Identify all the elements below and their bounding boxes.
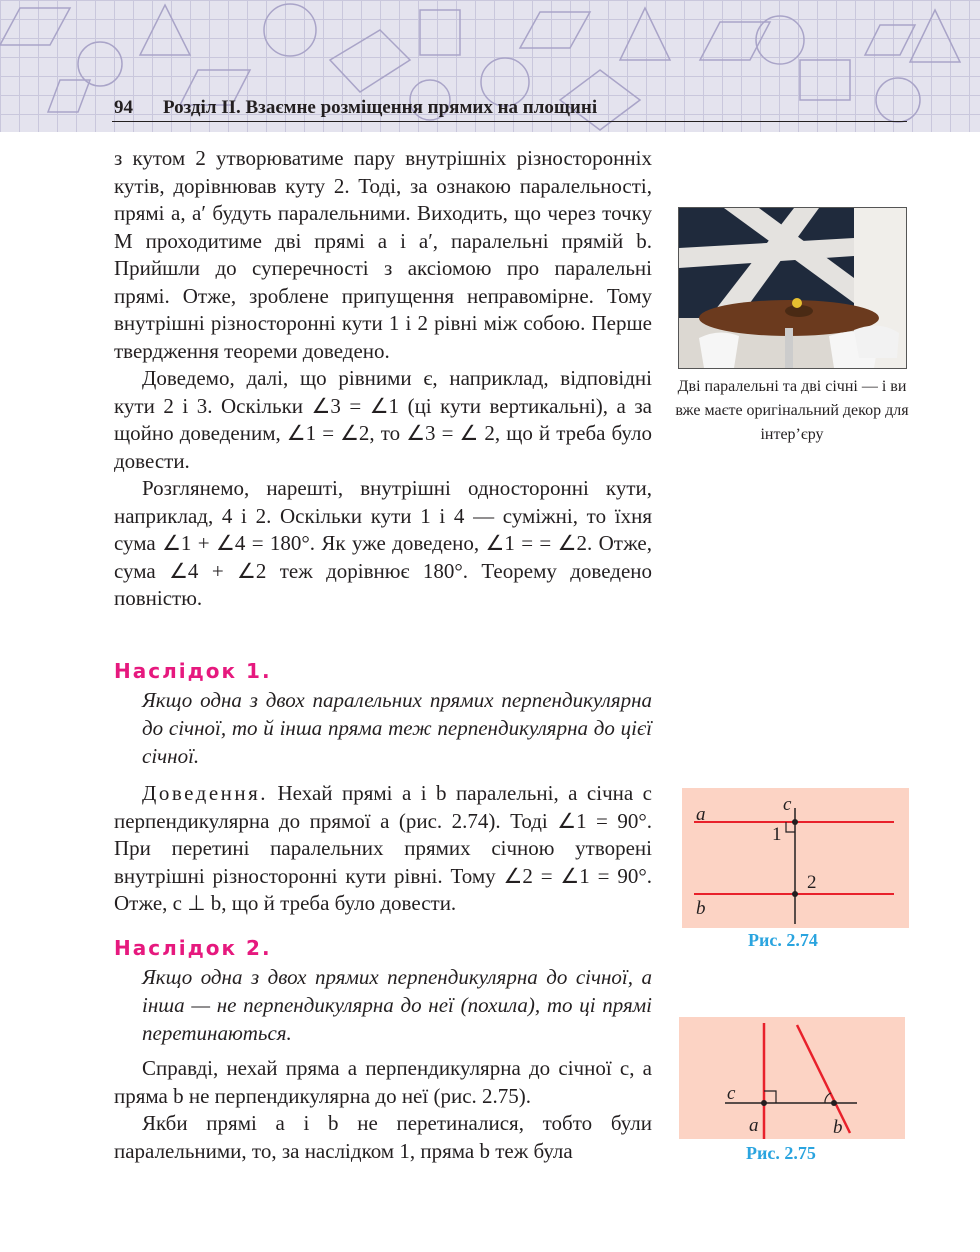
figure-2-75-diagram <box>679 1017 905 1139</box>
fig274-label-angle-2: 2 <box>807 872 817 893</box>
paragraph: з кутом 2 утворюватиме пару внутрішніх різносторонніх кутів, дорівнював куту 2. Тоді, за ознакою паралельності, прямі a, a′ будуть паралельними. Виходить, що через точку M проходитиме дві прямі a і a′, паралельні прямій b. Прийшли до суперечності з аксіомою про паралельні прямі. Отже, зроблене припущення неправомірне. Тому внутрішні різносторонні кути 1 і 2 рівні між собою. Перше твердження теореми доведено. <box>114 146 652 363</box>
header-rule <box>112 121 907 122</box>
paragraph: Справді, нехай пряма a перпендикулярна до січної c, а пряма b не перпендикулярна до неї (рис. 2.75). <box>114 1056 652 1108</box>
fig275-label-c: c <box>727 1083 736 1104</box>
proof-label: Доведення. <box>142 781 269 805</box>
paragraph: Розглянемо, нарешті, внутрішні односторонні кути, наприклад, 4 і 2. Оскільки кути 1 і 4 — суміжні, то їхня сума ∠1 + ∠4 = 180°. Як уже доведено, ∠1 = = ∠2. Отже, сума ∠4 + ∠2 теж дорівнює 180°. Теорему доведено повністю. <box>114 476 652 610</box>
running-title: Розділ ІІ. Взаємне розміщення прямих на площині <box>163 97 598 118</box>
fig274-label-c: c <box>783 794 792 815</box>
body-text-top <box>114 145 652 613</box>
interior-photo <box>678 207 907 369</box>
fig274-label-angle-1: 1 <box>772 824 782 845</box>
paragraph: Якби прямі a і b не перетиналися, тобто були паралельними, то, за наслідком 1, пряма b теж була <box>114 1111 652 1163</box>
photo-caption: Дві паралельні та дві січні — і ви вже маєте оригінальний декор для інтер’єру <box>675 378 909 443</box>
interior-photo-image <box>679 208 906 368</box>
fig274-label-a: a <box>696 804 706 825</box>
corollary-1-proof <box>114 780 652 918</box>
page-header <box>0 0 980 132</box>
figure-2-75 <box>679 1017 905 1139</box>
paragraph <box>114 780 652 918</box>
corollary-1-heading: Наслідок 1. <box>114 659 272 683</box>
corollary-2-proof <box>114 1055 652 1165</box>
figure-2-74-caption: Рис. 2.74 <box>748 930 818 950</box>
figure-2-74 <box>682 788 909 928</box>
fig274-label-b: b <box>696 898 706 919</box>
page-number: 94 <box>114 97 133 118</box>
corollary-1-statement: Якщо одна з двох паралельних прямих перпендикулярна до січної, то й інша пряма теж перпендикулярна до цієї січної. <box>142 688 652 768</box>
corollary-2-statement: Якщо одна з двох прямих перпендикулярна до січної, а інша — не перпендикулярна до неї (похила), то ці прямі перетинаються. <box>142 965 652 1045</box>
paragraph: Доведемо, далі, що рівними є, наприклад, відповідні кути 2 і 3. Оскільки ∠3 = ∠1 (ці кути вертикальні), а за щойно доведеним, ∠1 = ∠2, то ∠3 = ∠ 2, що й треба було довести. <box>114 366 652 473</box>
proof-text: Нехай прямі a і b паралельні, а січна c перпендикулярна до прямої a (рис. 2.74). Тоді ∠1 = 90°. При перетині паралельних прямих січною утворені внутрішні різносторонні кути рівні. Тому ∠2 = ∠1 = 90°. Отже, c ⊥ b, що й треба було довести. <box>114 781 652 915</box>
fig275-label-b: b <box>833 1117 843 1138</box>
fig275-label-a: a <box>749 1115 759 1136</box>
figure-2-74-diagram <box>682 788 909 928</box>
corollary-2-heading: Наслідок 2. <box>114 936 272 960</box>
figure-2-75-caption: Рис. 2.75 <box>746 1143 816 1163</box>
